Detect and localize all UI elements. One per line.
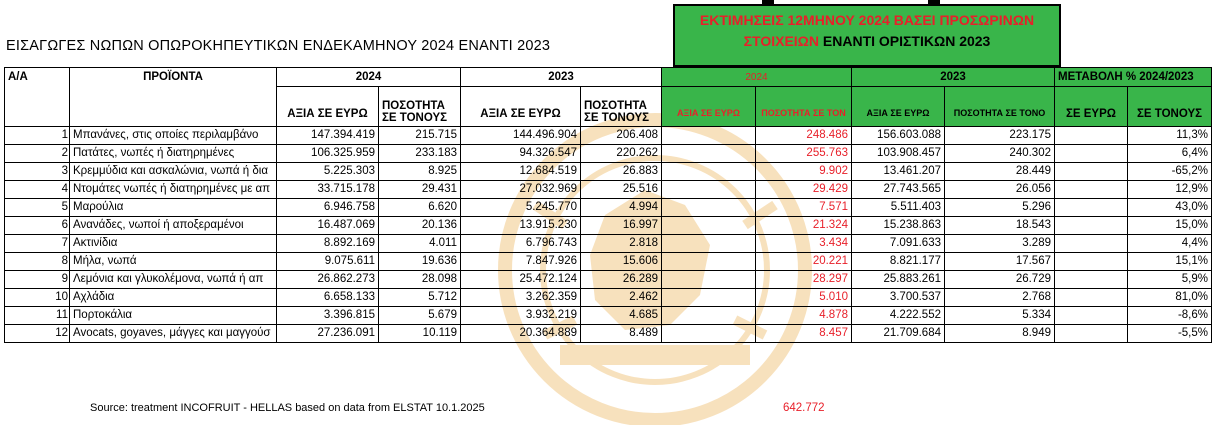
row-number: 11 <box>5 307 70 325</box>
header-est-2024: 2024 <box>662 68 852 87</box>
est-value-2023: 13.461.207 <box>852 163 945 181</box>
row-number: 12 <box>5 325 70 343</box>
est-value-2023: 7.091.633 <box>852 235 945 253</box>
row-number: 3 <box>5 163 70 181</box>
change-tons: 12,9% <box>1128 181 1212 199</box>
row-number: 2 <box>5 145 70 163</box>
qty-2024: 233.183 <box>379 145 461 163</box>
header-2023: 2023 <box>461 68 662 87</box>
qty-2024: 5.679 <box>379 307 461 325</box>
table-row <box>5 163 1212 181</box>
est-value-2023: 3.700.537 <box>852 289 945 307</box>
value-2024: 5.225.303 <box>277 163 379 181</box>
change-eur <box>1055 181 1128 199</box>
est-value-2023: 8.821.177 <box>852 253 945 271</box>
header-est-value-2024: ΑΞΙΑ ΣΕ ΕΥΡΩ <box>662 87 756 127</box>
change-eur <box>1055 271 1128 289</box>
value-2023: 3.932.219 <box>461 307 581 325</box>
change-eur <box>1055 217 1128 235</box>
est-qty-2024: 21.324 <box>756 217 852 235</box>
header-est-qty-2024: ΠΟΣΟΤΗΤΑ ΣΕ ΤΟΝ <box>756 87 852 127</box>
product-name: Ανανάδες, νωποί ή αποξεραμένοι <box>70 217 277 235</box>
qty-2023: 25.516 <box>581 181 662 199</box>
est-qty-2023: 223.175 <box>945 127 1055 145</box>
page-title: ΕΙΣΑΓΩΓΕΣ ΝΩΠΩΝ ΟΠΩΡΟΚΗΠΕΥΤΙΚΩΝ ΕΝΔΕΚΑΜΗΝΟΥ 2024 ΕΝΑΝΤΙ 2023 <box>6 38 551 54</box>
header-qty-2023: ΠΟΣΟΤΗΤΑ ΣΕ ΤΟΝΟΥΣ <box>581 87 662 127</box>
product-name: Ακτινίδια <box>70 235 277 253</box>
qty-2023: 16.997 <box>581 217 662 235</box>
est-qty-2023: 5.334 <box>945 307 1055 325</box>
product-name: Πορτοκάλια <box>70 307 277 325</box>
value-2023: 20.364.889 <box>461 325 581 343</box>
change-tons: 5,9% <box>1128 271 1212 289</box>
value-2024: 147.394.419 <box>277 127 379 145</box>
qty-2024: 5.712 <box>379 289 461 307</box>
source-note: Source: treatment INCOFRUIT - HELLAS based on data from ELSTAT 10.1.2025 <box>90 402 485 414</box>
qty-2023: 2.818 <box>581 235 662 253</box>
value-2023: 7.847.926 <box>461 253 581 271</box>
estimate-line1: ΕΚΤΙΜΗΣΕΙΣ 12ΜΗΝΟΥ 2024 ΒΑΣΕΙ ΠΡΟΣΩΡΙΝΩΝ <box>699 12 1035 28</box>
change-tons: 81,0% <box>1128 289 1212 307</box>
est-qty-2023: 26.056 <box>945 181 1055 199</box>
value-2023: 13.915.230 <box>461 217 581 235</box>
est-qty-2023: 26.729 <box>945 271 1055 289</box>
value-2024: 33.715.178 <box>277 181 379 199</box>
est-value-2024 <box>662 163 756 181</box>
est-qty-2024: 255.763 <box>756 145 852 163</box>
row-number: 1 <box>5 127 70 145</box>
est-qty-2024: 248.486 <box>756 127 852 145</box>
row-number: 4 <box>5 181 70 199</box>
est-qty-2024: 3.434 <box>756 235 852 253</box>
header-change-tons: ΣΕ ΤΟΝΟΥΣ <box>1128 87 1212 127</box>
table-body <box>5 127 1212 343</box>
est-value-2023: 25.883.261 <box>852 271 945 289</box>
value-2023: 5.245.770 <box>461 199 581 217</box>
qty-2023: 4.685 <box>581 307 662 325</box>
value-2023: 6.796.743 <box>461 235 581 253</box>
est-qty-2023: 2.768 <box>945 289 1055 307</box>
value-2024: 6.658.133 <box>277 289 379 307</box>
qty-2024: 6.620 <box>379 199 461 217</box>
table-row <box>5 271 1212 289</box>
est-value-2023: 15.238.863 <box>852 217 945 235</box>
change-eur <box>1055 127 1128 145</box>
product-name: Μαρούλια <box>70 199 277 217</box>
est-value-2023: 4.222.552 <box>852 307 945 325</box>
est-value-2024 <box>662 199 756 217</box>
qty-2024: 215.715 <box>379 127 461 145</box>
est-qty-2024: 8.457 <box>756 325 852 343</box>
est-qty-2023: 28.449 <box>945 163 1055 181</box>
row-number: 9 <box>5 271 70 289</box>
value-2023: 94.326.547 <box>461 145 581 163</box>
product-name: Αχλάδια <box>70 289 277 307</box>
change-tons: -5,5% <box>1128 325 1212 343</box>
est-value-2024 <box>662 145 756 163</box>
value-2024: 27.236.091 <box>277 325 379 343</box>
change-eur <box>1055 289 1128 307</box>
value-2023: 27.032.969 <box>461 181 581 199</box>
change-tons: 15,0% <box>1128 217 1212 235</box>
header-aa: Α/Α <box>5 68 70 127</box>
qty-2024: 10.119 <box>379 325 461 343</box>
row-number: 6 <box>5 217 70 235</box>
est-qty-2024: 7.571 <box>756 199 852 217</box>
product-name: Avocats, goyaves, μάγγες και μαγγούσ <box>70 325 277 343</box>
table-row <box>5 181 1212 199</box>
qty-2023: 2.462 <box>581 289 662 307</box>
header-est-2023: 2023 <box>852 68 1055 87</box>
header-product: ΠΡΟΪΟΝΤΑ <box>70 68 277 127</box>
estimate-line2-black: ΕΝΑΝΤΙ ΟΡΙΣΤΙΚΩΝ 2023 <box>822 33 991 49</box>
change-eur <box>1055 163 1128 181</box>
est-qty-2023: 5.296 <box>945 199 1055 217</box>
change-eur <box>1055 145 1128 163</box>
est-value-2024 <box>662 253 756 271</box>
row-number: 7 <box>5 235 70 253</box>
est-value-2024 <box>662 325 756 343</box>
qty-2023: 220.262 <box>581 145 662 163</box>
est-qty-2023: 3.289 <box>945 235 1055 253</box>
change-eur <box>1055 199 1128 217</box>
product-name: Λεμόνια και γλυκολέμονα, νωπά ή απ <box>70 271 277 289</box>
value-2024: 16.487.069 <box>277 217 379 235</box>
header-est-value-2023: ΑΞΙΑ ΣΕ ΕΥΡΩ <box>852 87 945 127</box>
row-number: 8 <box>5 253 70 271</box>
est-value-2024 <box>662 271 756 289</box>
est-value-2023: 103.908.457 <box>852 145 945 163</box>
value-2024: 106.325.959 <box>277 145 379 163</box>
header-est-qty-2023: ΠΟΣΟΤΗΤΑ ΣΕ ΤΟΝΟ <box>945 87 1055 127</box>
table-row <box>5 253 1212 271</box>
row-number: 10 <box>5 289 70 307</box>
value-2023: 144.496.904 <box>461 127 581 145</box>
est-value-2024 <box>662 127 756 145</box>
qty-2023: 15.606 <box>581 253 662 271</box>
change-tons: 11,3% <box>1128 127 1212 145</box>
estimate-box <box>673 4 1061 67</box>
est-qty-2024: 9.902 <box>756 163 852 181</box>
change-tons: 6,4% <box>1128 145 1212 163</box>
header-change: ΜΕΤΑΒΟΛΗ % 2024/2023 <box>1055 68 1212 87</box>
product-name: Κρεμμύδια και ασκαλώνια, νωπά ή δια <box>70 163 277 181</box>
qty-2024: 29.431 <box>379 181 461 199</box>
product-name: Πατάτες, νωπές ή διατηρημένες <box>70 145 277 163</box>
est-qty-2024: 29.429 <box>756 181 852 199</box>
header-qty-2024: ΠΟΣΟΤΗΤΑ ΣΕ ΤΟΝΟΥΣ <box>379 87 461 127</box>
table-row <box>5 199 1212 217</box>
value-2024: 26.862.273 <box>277 271 379 289</box>
qty-2023: 206.408 <box>581 127 662 145</box>
change-eur <box>1055 307 1128 325</box>
change-tons: 15,1% <box>1128 253 1212 271</box>
qty-2023: 26.883 <box>581 163 662 181</box>
change-eur <box>1055 325 1128 343</box>
change-eur <box>1055 235 1128 253</box>
est-qty-2023: 18.543 <box>945 217 1055 235</box>
value-2024: 8.892.169 <box>277 235 379 253</box>
qty-2023: 4.994 <box>581 199 662 217</box>
est-value-2024 <box>662 235 756 253</box>
change-tons: -8,6% <box>1128 307 1212 325</box>
change-tons: 43,0% <box>1128 199 1212 217</box>
est-qty-2024: 28.297 <box>756 271 852 289</box>
table-row <box>5 325 1212 343</box>
total-est-qty: 642.772 <box>783 402 825 414</box>
header-value-2024: ΑΞΙΑ ΣΕ ΕΥΡΩ <box>277 87 379 127</box>
product-name: Ντομάτες νωπές ή διατηρημένες με απ <box>70 181 277 199</box>
est-value-2024 <box>662 181 756 199</box>
est-value-2024 <box>662 289 756 307</box>
est-qty-2024: 20.221 <box>756 253 852 271</box>
value-2024: 9.075.611 <box>277 253 379 271</box>
value-2023: 25.472.124 <box>461 271 581 289</box>
est-value-2023: 21.709.684 <box>852 325 945 343</box>
imports-table <box>4 67 1212 343</box>
qty-2024: 4.011 <box>379 235 461 253</box>
product-name: Μήλα, νωπά <box>70 253 277 271</box>
qty-2023: 26.289 <box>581 271 662 289</box>
est-value-2024 <box>662 217 756 235</box>
table-row <box>5 289 1212 307</box>
header-value-2023: ΑΞΙΑ ΣΕ ΕΥΡΩ <box>461 87 581 127</box>
product-name: Μπανάνες, στις οποίες περιλαμβάνο <box>70 127 277 145</box>
table-row <box>5 127 1212 145</box>
est-qty-2024: 4.878 <box>756 307 852 325</box>
header-row-years <box>5 68 1212 87</box>
header-2024: 2024 <box>277 68 461 87</box>
value-2024: 6.946.758 <box>277 199 379 217</box>
qty-2024: 28.098 <box>379 271 461 289</box>
table-row <box>5 307 1212 325</box>
change-eur <box>1055 253 1128 271</box>
table-row <box>5 217 1212 235</box>
estimate-line2 <box>675 33 1059 49</box>
est-qty-2023: 8.949 <box>945 325 1055 343</box>
value-2023: 12.684.519 <box>461 163 581 181</box>
est-value-2023: 5.511.403 <box>852 199 945 217</box>
value-2023: 3.262.359 <box>461 289 581 307</box>
row-number: 5 <box>5 199 70 217</box>
est-qty-2024: 5.010 <box>756 289 852 307</box>
est-value-2023: 27.743.565 <box>852 181 945 199</box>
est-qty-2023: 17.567 <box>945 253 1055 271</box>
qty-2024: 20.136 <box>379 217 461 235</box>
est-qty-2023: 240.302 <box>945 145 1055 163</box>
change-tons: -65,2% <box>1128 163 1212 181</box>
qty-2024: 19.636 <box>379 253 461 271</box>
qty-2024: 8.925 <box>379 163 461 181</box>
qty-2023: 8.489 <box>581 325 662 343</box>
header-change-eur: ΣΕ ΕΥΡΩ <box>1055 87 1128 127</box>
est-value-2024 <box>662 307 756 325</box>
est-value-2023: 156.603.088 <box>852 127 945 145</box>
table-row <box>5 145 1212 163</box>
table-row <box>5 235 1212 253</box>
estimate-line2-red: ΣΤΟΙΧΕΙΩΝ <box>743 33 823 49</box>
value-2024: 3.396.815 <box>277 307 379 325</box>
change-tons: 4,4% <box>1128 235 1212 253</box>
